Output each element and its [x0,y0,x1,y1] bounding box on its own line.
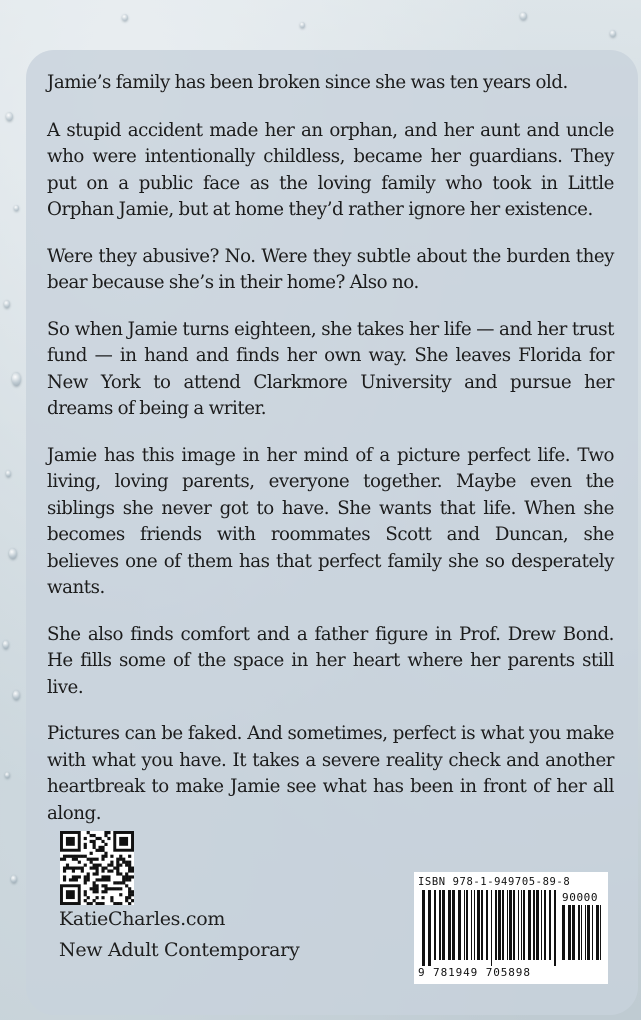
rain-drop [6,470,11,477]
rain-drop [14,205,19,211]
rain-drop [12,372,21,386]
blurb-paragraph: Pictures can be faked. And sometimes, perfect is what you make with what you have. It takes a severe reality check and another heartbreak to make Jamie see what has been in front of her all along. [47,723,614,824]
rain-drop [6,112,13,121]
blurb-paragraph: A stupid accident made her an orphan, and her aunt and uncle who were intentionally childless, became her guardians. They put on a public face as the loving family who took in Little Orphan Jamie, but at home they’d rather ignore her existence. [47,119,614,220]
barcode-addon-number: 90000 [562,891,599,904]
genre-label: New Adult Contemporary [59,939,300,961]
isbn-number: ISBN 978-1-949705-89-8 [418,876,571,888]
qr-code-icon [60,831,134,905]
rain-drop [610,30,616,37]
book-blurb [47,70,614,827]
barcode-addon-bars [562,905,602,966]
rain-drop [300,22,305,28]
isbn-barcode [414,872,608,984]
blurb-paragraph: She also finds comfort and a father figure in Prof. Drew Bond. He fills some of the space in her heart where her parents still live. [47,623,614,698]
rain-drop [520,12,527,20]
barcode-icon [422,890,556,966]
rain-drop [5,772,10,778]
rain-drop [13,690,20,700]
rain-drop [11,875,17,883]
rain-drop [9,548,17,559]
blurb-paragraph: Were they abusive? No. Were they subtle about the burden they bear because she’s in their home? Also no. [47,245,614,293]
blurb-paragraph: Jamie’s family has been broken since she was ten years old. [47,72,568,93]
rain-drop [4,300,10,308]
author-website: KatieCharles.com [59,908,226,930]
back-cover-panel [26,50,638,1015]
blurb-paragraph: Jamie has this image in her mind of a picture perfect life. Two living, loving parents, everyone together. Maybe even the siblings she never got to have. She wants that life. When she becomes friends with roommates Scott and Duncan, she believes one of them has that perfect family she so desperately wants. [47,444,614,598]
blurb-paragraph: So when Jamie turns eighteen, she takes her life — and her trust fund — in hand and finds her own way. She leaves Florida for New York to attend Clarkmore University and pursue her dreams of being a writer. [47,318,614,419]
barcode-digits: 9 781949 705898 [418,966,531,979]
rain-drop [3,640,9,649]
rain-drop [122,14,128,21]
